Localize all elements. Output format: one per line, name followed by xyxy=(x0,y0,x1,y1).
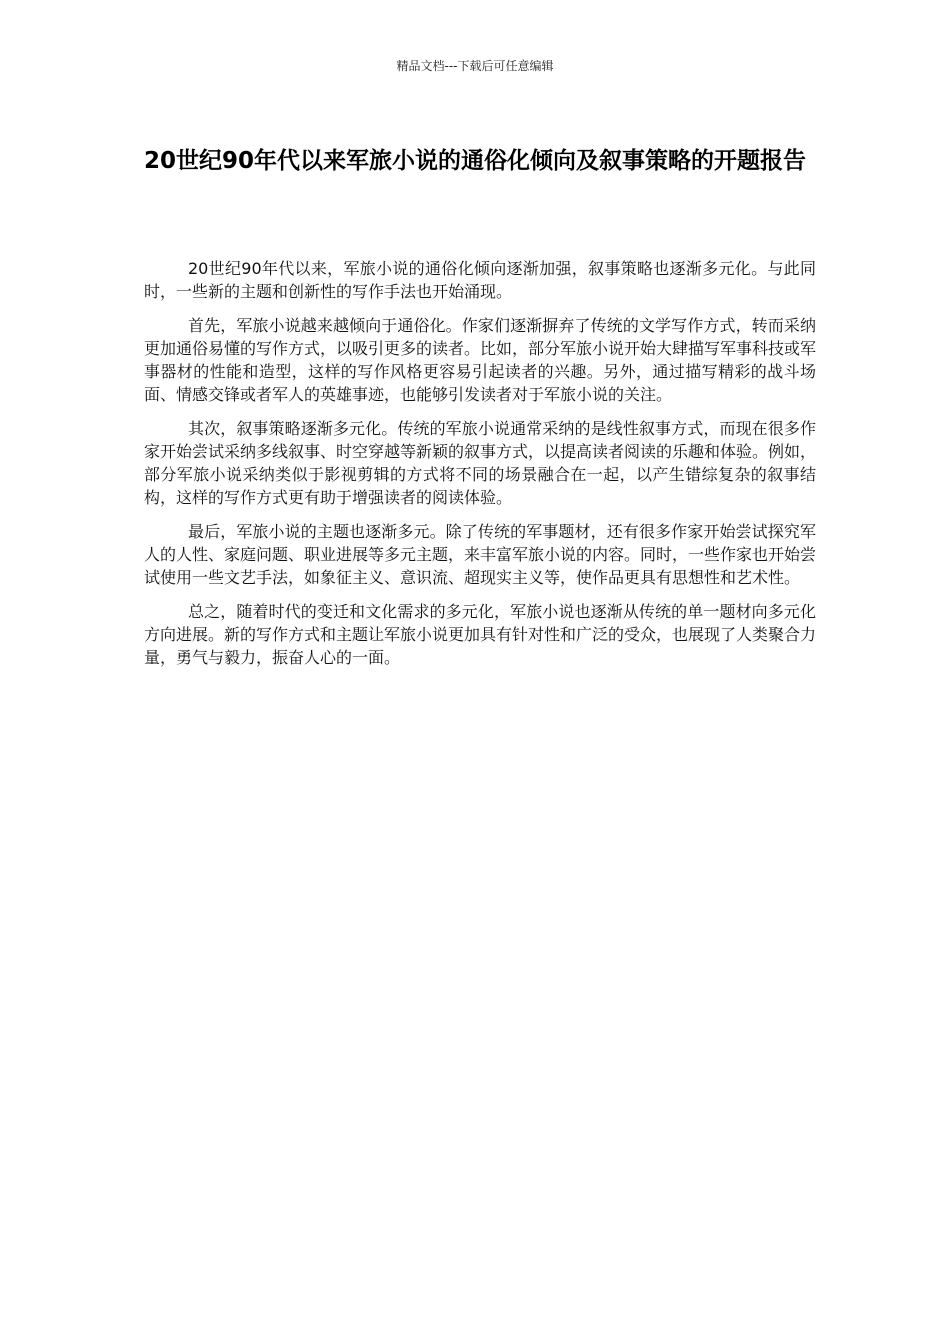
header-note: 精品文档---下载后可任意编辑 xyxy=(396,59,554,73)
document-title: 20世纪90年代以来军旅小说的通俗化倾向及叙事策略的开题报告 xyxy=(143,148,806,174)
paragraph: 首先，军旅小说越来越倾向于通俗化。作家们逐渐摒弃了传统的文学写作方式，转而采纳更加通俗易懂的写作方式，以吸引更多的读者。比如，部分军旅小说开始大肆描写军事科技或军事器材的性能和造型，这样的写作风格更容易引起读者的兴趣。另外，通过描写精彩的战斗场面、情感交锋或者军人的英雄事迹，也能够引发读者对于军旅小说的关注。 xyxy=(144,316,817,404)
paragraph: 其次，叙事策略逐渐多元化。传统的军旅小说通常采纳的是线性叙事方式，而现在很多作家开始尝试采纳多线叙事、时空穿越等新颖的叙事方式，以提高读者阅读的乐趣和体验。例如，部分军旅小说采纳类似于影视剪辑的方式将不同的场景融合在一起，以产生错综复杂的叙事结构，这样的写作方式更有助于增强读者的阅读体验。 xyxy=(144,419,817,507)
paragraph: 20世纪90年代以来，军旅小说的通俗化倾向逐渐加强，叙事策略也逐渐多元化。与此同时，一些新的主题和创新性的写作手法也开始涌现。 xyxy=(144,259,816,301)
paragraph: 总之，随着时代的变迁和文化需求的多元化，军旅小说也逐渐从传统的单一题材向多元化方向进展。新的写作方式和主题让军旅小说更加具有针对性和广泛的受众，也展现了人类聚合力量，勇气与毅力，振奋人心的一面。 xyxy=(144,602,817,667)
paragraph: 最后，军旅小说的主题也逐渐多元。除了传统的军事题材，还有很多作家开始尝试探究军人的人性、家庭问题、职业进展等多元主题，来丰富军旅小说的内容。同时，一些作家也开始尝试使用一些文艺手法，如象征主义、意识流、超现实主义等，使作品更具有思想性和艺术性。 xyxy=(144,522,817,587)
document-body xyxy=(144,257,816,680)
